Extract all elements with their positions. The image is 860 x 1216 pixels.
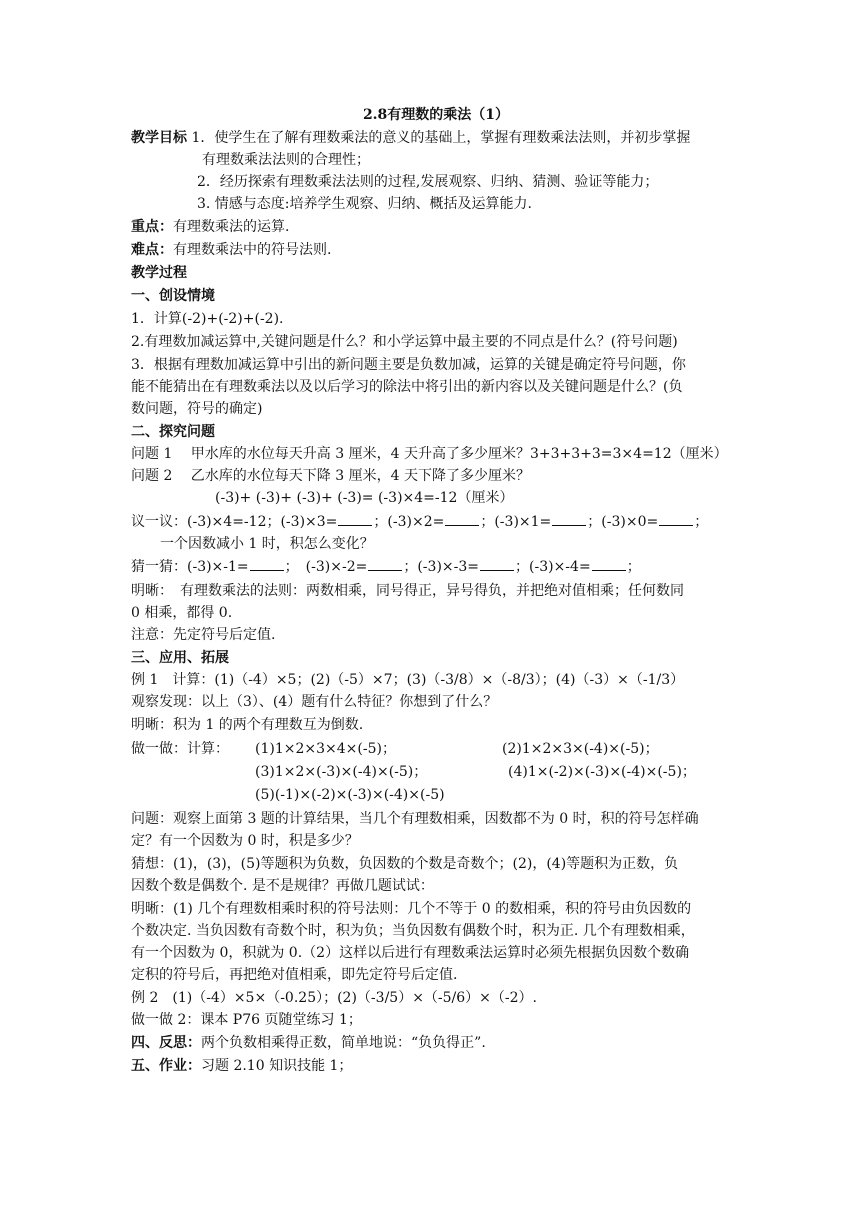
question-line-a: 问题：观察上面第 3 题的计算结果，当几个有理数相乘，因数都不为 0 时，积的符号怎样确	[131, 811, 699, 827]
reciprocal-note: 明晰：积为 1 的两个有理数互为倒数.	[131, 717, 364, 733]
section1-q3c: 数问题，符号的确定)	[131, 401, 263, 417]
guess-label: 猜一猜：	[131, 559, 187, 575]
section2-heading: 二、探究问题	[131, 424, 215, 440]
note: 注意：先定符号后定值.	[131, 627, 276, 643]
objective-1-text: 1．使学生在了解有理数乘法的意义的基础上，掌握有理数乘法法则，并初步掌握	[191, 130, 691, 146]
rule-line-a: 明晰： 有理数乘法的法则：两数相乘，同号得正，异号得负，并把绝对值相乘；任何数同	[131, 583, 684, 599]
discuss-line	[131, 511, 741, 533]
process-heading: 教学过程	[131, 265, 187, 281]
clear-line-b: 个数决定. 当负因数有奇数个时，积为负；当负因数有偶数个时，积为正. 几个有理数相乘，	[131, 923, 695, 939]
try-3: (3)1×2×(-3)×(-4)×(-5)；	[255, 764, 428, 780]
answer-blank[interactable]	[250, 558, 284, 571]
guess2-line-b: 因数个数是偶数个. 是不是规律？再做几题试试：	[131, 878, 434, 894]
objective-line-1	[131, 127, 741, 149]
objective-line-1b: 有理数乘法法则的合理性；	[202, 152, 370, 168]
decrease-question: 一个因数减小 1 时，积怎么变化？	[160, 536, 374, 552]
example-1: 例 1 计算：(1)（-4）×5；(2)（-5）×7；(3)（-3/8）×（-8/3）；(4)（-3）×（-1/3）	[131, 672, 685, 688]
problem-2-calc: (-3)+ (-3)+ (-3)+ (-3)= (-3)×4=-12（厘米）	[215, 490, 514, 506]
try-more: 做一做 2：课本 P76 页随堂练习 1；	[131, 1012, 362, 1028]
objective-line-2: 2．经历探索有理数乘法法则的过程,发展观察、归纳、猜测、验证等能力；	[197, 174, 659, 190]
answer-blank[interactable]	[592, 558, 626, 571]
discuss-e: ；	[694, 514, 709, 530]
problem-1: 问题 1 甲水库的水位每天升高 3 厘米，4 天升高了多少厘米？3+3+3+3=3×4=12（厘米）	[131, 446, 728, 462]
difficulty	[131, 239, 741, 261]
difficulty-label: 难点：	[131, 242, 173, 258]
section5-text: 习题 2.10 知识技能 1；	[201, 1058, 353, 1074]
discuss-label: 议一议：	[131, 514, 187, 530]
section1-heading: 一、创设情境	[131, 288, 215, 304]
section1-q3b: 能不能猜出在有理数乘法以及以后学习的除法中将引出的新内容以及关键问题是什么？(负	[131, 379, 683, 395]
answer-blank[interactable]	[480, 558, 514, 571]
problem-2: 问题 2 乙水库的水位每天下降 3 厘米，4 天下降了多少厘米？	[131, 468, 530, 484]
section5-line	[131, 1055, 741, 1077]
try-4: (4)1×(-2)×(-3)×(-4)×(-5)；	[508, 764, 696, 780]
key-point-text: 有理数乘法的运算.	[173, 219, 290, 235]
guess-d: ；(-3)×-4=	[515, 559, 591, 575]
clear-line-c: 有一个因数为 0，积就为 0.（2）这样以后进行有理数乘法运算时必须先根据负因数个数确	[131, 945, 690, 961]
question-line-b: 定？有一个因数为 0 时，积是多少？	[131, 833, 359, 849]
answer-blank[interactable]	[368, 558, 402, 571]
section1-q2: 2.有理数加减运算中,关键问题是什么？和小学运算中最主要的不同点是什么？(符号问题)	[131, 334, 678, 350]
section4-heading: 四、反思：	[131, 1035, 201, 1051]
clear-line-a: 明晰：(1) 几个有理数相乘时积的符号法则：几个不等于 0 的数相乘，积的符号由负因数的	[131, 901, 692, 917]
guess-b: ； (-3)×-2=	[284, 559, 368, 575]
key-point-label: 重点：	[131, 219, 173, 235]
guess-e: ；	[626, 559, 641, 575]
rule-line-b: 0 相乘，都得 0.	[131, 605, 233, 621]
guess-c: ；(-3)×-3=	[403, 559, 480, 575]
section3-heading: 三、应用、拓展	[131, 650, 229, 666]
clear-line-d: 定积的符号后，再把绝对值相乘，即先定符号后定值.	[131, 967, 458, 983]
discuss-d: ；(-3)×0=	[587, 514, 659, 530]
guess-line	[131, 556, 741, 578]
discuss-a: (-3)×4=-12；(-3)×3=	[187, 514, 338, 530]
guess2-line-a: 猜想：(1)，(3)，(5)等题积为负数，负因数的个数是奇数个；(2)，(4)等题积为正数，负	[131, 856, 679, 872]
section1-q1: 1．计算(-2)+(-2)+(-2).	[131, 311, 284, 327]
difficulty-text: 有理数乘法中的符号法则.	[173, 242, 332, 258]
observe: 观察发现：以上（3）、(4）题有什么特征？你想到了什么？	[131, 694, 498, 710]
answer-blank[interactable]	[552, 513, 586, 526]
objective-line-3: 3. 情感与态度:培养学生观察、归纳、概括及运算能力.	[197, 196, 532, 212]
section1-q3a: 3．根据有理数加减运算中引出的新问题主要是负数加减，运算的关键是确定符号问题，你	[131, 357, 686, 373]
try-label: 做一做：计算：	[131, 741, 229, 757]
guess-a: (-3)×-1=	[187, 559, 249, 575]
try-2: (2)1×2×3×(-4)×(-5)；	[502, 741, 659, 757]
discuss-b: ；(-3)×2=	[373, 514, 445, 530]
try-5: (5)(-1)×(-2)×(-3)×(-4)×(-5)	[255, 787, 445, 803]
section4-text: 两个负数相乘得正数，简单地说：“负负得正”.	[201, 1035, 486, 1051]
example-2: 例 2 (1)（-4）×5×（-0.25）；(2)（-3/5）×（-5/6）×（-2）.	[131, 990, 537, 1006]
section4-line	[131, 1032, 741, 1054]
answer-blank[interactable]	[338, 513, 372, 526]
answer-blank[interactable]	[445, 513, 479, 526]
objectives-label: 教学目标	[131, 130, 187, 146]
discuss-c: ；(-3)×1=	[480, 514, 552, 530]
document-title: 2.8有理数的乘法（1）	[362, 107, 510, 123]
key-point	[131, 216, 741, 238]
answer-blank[interactable]	[659, 513, 693, 526]
try-1: (1)1×2×3×4×(-5)；	[255, 741, 396, 757]
section5-heading: 五、作业：	[131, 1058, 201, 1074]
